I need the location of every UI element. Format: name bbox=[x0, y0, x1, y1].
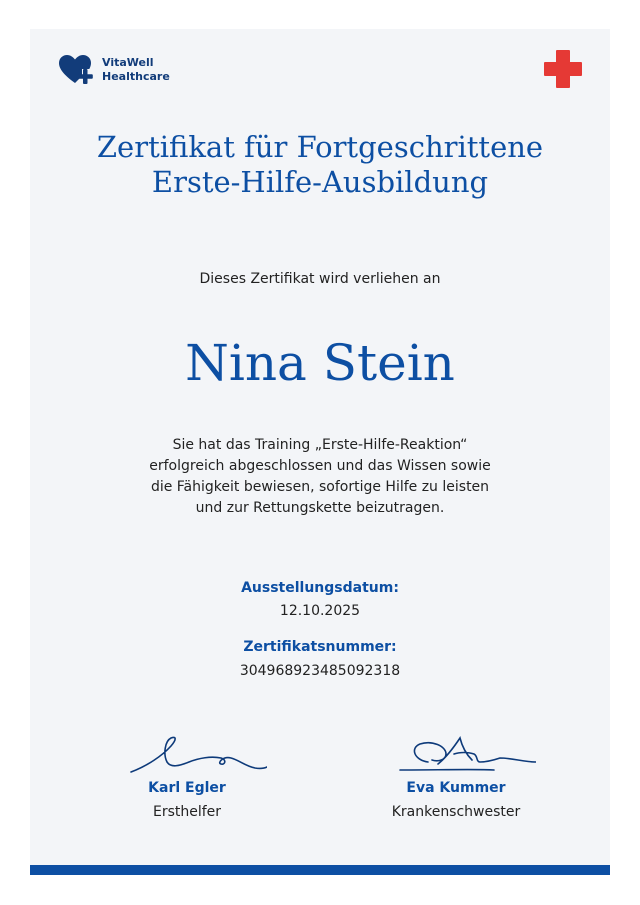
recipient-name: Nina Stein bbox=[185, 334, 455, 392]
signature-block-left bbox=[87, 732, 287, 820]
issue-date-label: Ausstellungsdatum: bbox=[241, 580, 399, 596]
description-line1: Sie hat das Training „Erste-Hilfe-Reaktion“ bbox=[172, 437, 468, 453]
brand-name-line2: Healthcare bbox=[102, 70, 170, 83]
signature-eva-kummer bbox=[376, 732, 536, 776]
description-line4: und zur Rettungskette beizutragen. bbox=[195, 500, 445, 516]
signatory-name-right: Eva Kummer bbox=[406, 780, 506, 796]
footer-accent-bar bbox=[30, 865, 610, 875]
certificate-title bbox=[30, 130, 610, 200]
certificate-number-value: 304968923485092318 bbox=[239, 663, 401, 679]
issue-date-value: 12.10.2025 bbox=[279, 603, 361, 619]
description-line2: erfolgreich abgeschlossen und das Wissen sowie bbox=[149, 458, 491, 474]
signatory-role-right: Krankenschwester bbox=[391, 804, 521, 820]
signature-block-right bbox=[356, 732, 556, 820]
brand-name bbox=[102, 56, 170, 84]
brand-logo bbox=[58, 54, 170, 86]
heart-plus-icon bbox=[58, 54, 94, 86]
signatory-name-left: Karl Egler bbox=[148, 780, 226, 796]
title-line2: Erste-Hilfe-Ausbildung bbox=[151, 165, 489, 199]
signatory-role-left: Ersthelfer bbox=[152, 804, 222, 820]
red-cross-icon bbox=[544, 50, 582, 88]
certificate-number-label: Zertifikatsnummer: bbox=[243, 639, 397, 655]
intro-text: Dieses Zertifikat wird verliehen an bbox=[199, 271, 441, 287]
description bbox=[30, 435, 610, 519]
description-line3: die Fähigkeit bewiesen, sofortige Hilfe zu leisten bbox=[150, 479, 490, 495]
title-line1: Zertifikat für Fortgeschrittene bbox=[96, 130, 544, 164]
brand-name-line1: VitaWell bbox=[102, 56, 154, 69]
signature-karl-egler bbox=[107, 732, 267, 776]
